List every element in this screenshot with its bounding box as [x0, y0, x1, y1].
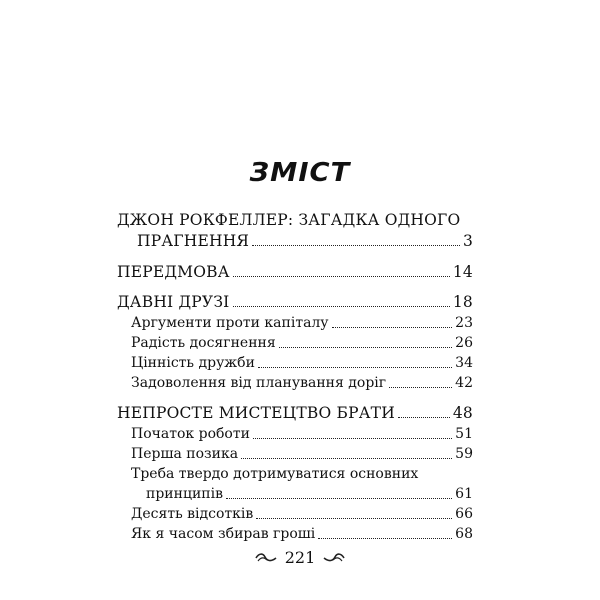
dot-leader — [226, 498, 452, 499]
dot-leader — [252, 245, 460, 246]
toc-entry-line1: ДЖОН РОКФЕЛЛЕР: ЗАГАДКА ОДНОГО — [117, 211, 461, 229]
toc-entry-label: принципів — [146, 486, 223, 502]
toc-entry-label: Цінність дружби — [131, 355, 255, 371]
toc-page-number: 34 — [455, 355, 473, 371]
toc-entry[interactable] — [117, 262, 473, 282]
dot-leader — [279, 347, 452, 348]
toc-page-number: 23 — [455, 315, 473, 331]
toc-entry-label: ПЕРЕДМОВА — [117, 263, 230, 281]
dot-leader — [241, 458, 452, 459]
dot-leader — [258, 367, 452, 368]
toc-subentry[interactable] — [131, 313, 473, 333]
toc-subentry[interactable] — [131, 424, 473, 444]
dot-leader — [318, 538, 452, 539]
toc-page-number: 18 — [452, 293, 473, 311]
toc-subentry[interactable] — [131, 444, 473, 464]
toc-entry-label: Перша позика — [131, 446, 239, 462]
toc-subentry[interactable] — [131, 373, 473, 393]
toc-subentry[interactable] — [131, 353, 473, 373]
dot-leader — [256, 518, 452, 519]
toc-page-number: 42 — [455, 375, 473, 391]
toc-entry-label: Радість досягнення — [131, 335, 276, 351]
toc-entry[interactable] — [117, 403, 473, 423]
toc-page-number: 51 — [455, 426, 473, 442]
dot-leader — [332, 327, 453, 328]
toc-subentry[interactable] — [131, 524, 473, 544]
toc-entry[interactable] — [117, 292, 473, 312]
toc-subentry[interactable] — [146, 484, 473, 504]
toc-page-number: 59 — [455, 446, 473, 462]
toc-subentry-line1: Треба твердо дотримуватися основних — [131, 466, 419, 482]
toc-subentry[interactable] — [131, 333, 473, 353]
toc-entry-label: НЕПРОСТЕ МИСТЕЦТВО БРАТИ — [117, 404, 395, 422]
dot-leader — [233, 276, 450, 277]
page-title: ЗМІСТ — [249, 158, 351, 188]
flourish-left-icon — [255, 552, 277, 564]
toc-page-number: 26 — [455, 335, 473, 351]
toc-page-number: 14 — [452, 263, 473, 281]
page-number: 221 — [284, 548, 316, 567]
toc-page-number: 61 — [455, 486, 473, 502]
toc-page-number: 48 — [452, 404, 473, 422]
toc-entry-label: Десять відсотків — [131, 506, 254, 522]
toc-page-number: 3 — [462, 232, 473, 250]
toc-entry[interactable] — [137, 231, 473, 251]
toc-entry-label: Задоволення від планування доріг — [131, 375, 387, 391]
toc-page-number: 68 — [455, 526, 473, 542]
page-footer — [0, 548, 600, 567]
toc-entry-label: Аргументи проти капіталу — [131, 315, 329, 331]
toc-page-number: 66 — [455, 506, 473, 522]
dot-leader — [389, 387, 452, 388]
toc-entry-label: ПРАГНЕННЯ — [137, 232, 250, 250]
toc-entry-label: Як я часом збирав гроші — [131, 526, 316, 542]
dot-leader — [253, 438, 452, 439]
dot-leader — [233, 306, 450, 307]
flourish-right-icon — [323, 552, 345, 564]
dot-leader — [398, 417, 450, 418]
toc-entry-label: Початок роботи — [131, 426, 250, 442]
toc-subentry[interactable] — [131, 504, 473, 524]
toc-entry-label: ДАВНІ ДРУЗІ — [117, 293, 230, 311]
